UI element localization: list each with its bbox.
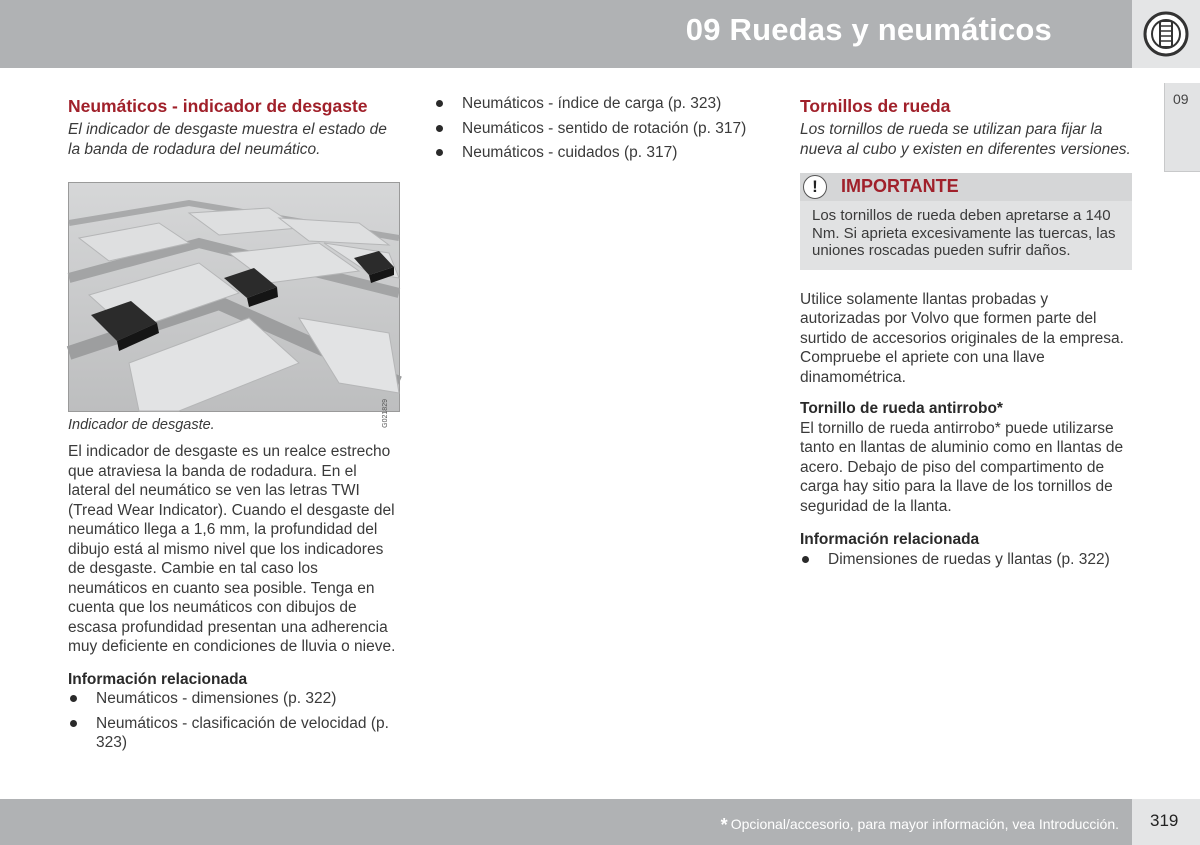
important-header [800,173,1132,201]
chapter-title: 09 Ruedas y neumáticos [685,12,1052,47]
tire-tread-illustration [69,183,399,411]
body-text: El indicador de desgaste es un realce estrecho que atraviesa la banda de rodadura. En el lateral del neumático se ven las letras TWI (Tread Wear Indicator). Cuando el desgaste del neumático llega a 1,6 mm, la profundidad del dibujo está al mismo nivel que los indicadores de desgaste. Cambie en tal caso los neumáticos en cuanto sea posible. Tenga en cuenta que los neumáticos con dibujos de escasa profundidad presentan una adherencia muy deficiente en condiciones de lluvia o nieve. [68,443,396,655]
bullet-icon [436,149,443,156]
page-header [0,0,1132,68]
important-label: IMPORTANTE [841,176,959,196]
chapter-side-tab[interactable] [1164,83,1200,172]
exclamation-icon: ! [803,175,827,199]
related-link[interactable] [800,550,1132,570]
column-related-continued [434,94,774,168]
chapter-icon-box [1132,0,1200,68]
bullet-icon [436,125,443,132]
side-tab-label: 09 [1173,91,1189,107]
related-link[interactable] [434,143,774,163]
bullet-icon [70,720,77,727]
footer-note [721,815,1119,836]
related-link[interactable] [68,689,400,709]
related-link-text[interactable]: Neumáticos - sentido de rotación (p. 317) [462,119,747,137]
related-link-text[interactable]: Neumáticos - cuidados (p. 317) [462,144,678,161]
related-link-text[interactable]: Neumáticos - clasificación de velocidad (p. 323) [96,714,389,751]
related-link-text[interactable]: Neumáticos - índice de carga (p. 323) [462,95,722,112]
bullet-icon [802,556,809,563]
related-info-heading: Información relacionada [68,670,248,688]
page-number-box [1132,799,1200,845]
footer-note-text: Opcional/accesorio, para mayor información, vea Introducción. [730,816,1119,832]
page-number: 319 [1150,811,1179,830]
bullet-icon [436,100,443,107]
body-text: Utilice solamente llantas probadas y autorizadas por Volvo que formen parte del surtido de accesorios originales de la empresa. Compruebe el apriete con una llave dinamométrica. [800,290,1124,386]
column-wear-indicator [68,94,400,758]
tire-icon [1143,11,1189,57]
asterisk: * [720,815,728,835]
figure-caption: Indicador de desgaste. [68,417,215,433]
related-list-continued [434,94,774,163]
related-list [800,550,1132,570]
important-box [800,173,1132,270]
column-wheel-bolts [800,94,1132,574]
related-info-heading: Información relacionada [800,531,980,548]
sub-body-text: El tornillo de rueda antirrobo* puede utilizarse tanto en llantas de aluminio como en llantas de acero. Debajo de piso del compartimento de carga hay sitio para la llave de los tornillos de seguridad de la llanta. [800,419,1124,515]
figure-code: G021829 [382,399,389,428]
section-heading-wear-indicator: Neumáticos - indicador de desgaste [68,96,368,116]
section-heading-wheel-bolts: Tornillos de rueda [800,96,951,116]
related-link-text[interactable]: Neumáticos - dimensiones (p. 322) [96,690,337,707]
section-lead: El indicador de desgaste muestra el estado de la banda de rodadura del neumático. [68,121,387,158]
related-link[interactable] [68,714,400,753]
related-link[interactable] [434,119,774,139]
related-link[interactable] [434,94,774,114]
page-footer [0,799,1132,845]
related-link-text[interactable]: Dimensiones de ruedas y llantas (p. 322) [828,550,1110,568]
related-list [68,689,400,753]
section-lead: Los tornillos de rueda se utilizan para fijar la nueva al cubo y existen en diferentes versiones. [800,121,1131,158]
important-text: Los tornillos de rueda deben apretarse a 140 Nm. Si aprieta excesivamente las tuercas, las uniones roscadas pueden sufrir daños. [812,207,1116,259]
bullet-icon [70,695,77,702]
sub-heading-antitheft: Tornillo de rueda antirrobo* [800,400,1003,417]
